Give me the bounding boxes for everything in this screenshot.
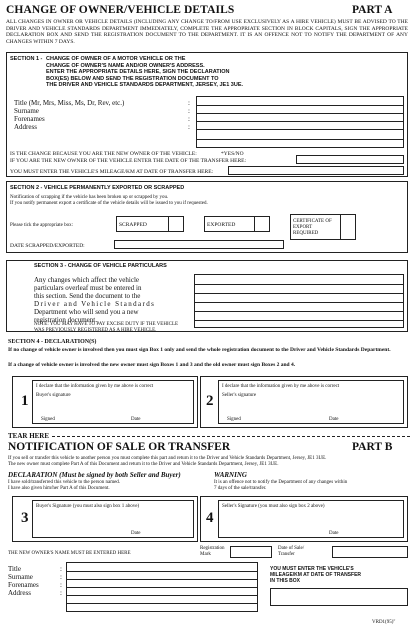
transfer-date-input[interactable] [296,155,404,164]
new-owner-mileage-input[interactable] [270,588,408,606]
part-b-intro-1: If you sell or transfer this vehicle to another person you must complete this part and return it to the Driver and Vehicle Standards Department, Jersey, JE1 3UE. [8,456,327,461]
yes-no-option[interactable]: *YES/NO [221,151,244,157]
new-owner-colons: : : : : [60,565,62,597]
declaration-box-1: 1 [12,376,198,428]
mileage-input[interactable] [228,166,404,175]
part-b-label: PART B [352,441,393,453]
mileage-label: YOU MUST ENTER THE VEHICLE'S MILEAGE/KM AT DATE OF TRANSFER HERE: [10,169,214,175]
part-a-intro: ALL CHANGES IN OWNER OR VEHICLE DETAILS (INCLUDING ANY CHANGE TO/FROM USE EXCLUSIVELY AS A HIRE VEHICLE) MUST BE ADVISED TO THE DRIVER AND VEHICLE STANDARDS DEPARTMENT IMMEDIATELY, COMPLETE THE APPROPRIATE SECTION IN BLOCK CAPITALS, SIGN THE APPROPRIATE DECLARATION BOX AND SEND THE REGISTRATION DOCUMENT TO THE DEPARTMENT. IT IS AN OFFENCE NOT TO NOTIFY THE DEPARTMENT OF ANY CHANGES WITHIN 7 DAYS. [6,19,408,45]
vehicle-particulars-input[interactable] [194,274,404,328]
warning-title: WARNING [214,471,247,479]
part-b-title: NOTIFICATION OF SALE OR TRANSFER [8,441,231,453]
declaration-title: DECLARATION (Must be signed by both Seller and Buyer) [8,471,181,479]
part-a-title: CHANGE OF OWNER/VEHICLE DETAILS [6,4,235,16]
warning-text: It is an offence not to notify the Department of any changes within 7 days of the sale/transfer. [214,480,348,491]
tear-here-label: TEAR HERE [8,432,50,440]
scrapped-checkbox[interactable]: SCRAPPED [116,216,184,232]
declaration-box-3: 3 [12,496,198,542]
date-sale-label: Date of Sale/ Transfer [278,546,305,557]
buyer-signature-field[interactable]: I declare that the information given by me above is correct Buyer's signature Signed Date [32,380,194,424]
section-1-colons: : : : : [188,99,190,131]
seller-signature-box-4[interactable]: Seller's Signature (you must also sign box 2 above) Date [218,500,404,538]
section-2-note-2: If you notify permanent export a certificate of the vehicle details will be issued to you if requested. [10,201,208,206]
owner-details-input[interactable] [196,96,404,148]
date-scrapped-label: DATE SCRAPPED/EXPORTED: [10,243,85,249]
section-3-body: Any changes which affect the vehicle particulars overleaf must be entered in this section. Send the document to the Driver and Vehicle Standards Department who will send you a new registration document. [34,276,156,324]
section-1-instructions: CHANGE OF OWNER OF A MOTOR VEHICLE OR THE CHANGE OF OWNER'S NAME AND/OR OWNER'S ADDRESS. ENTER THE APPROPRIATE DETAILS HERE, SIGN THE DECLARATION BOX(ES) BELOW AND SEND THE REGISTRATION DOCUMENT TO THE DRIVER AND VEHICLE STANDARDS DEPARTMENT, JERSEY, JE1 3UE. [46,56,244,88]
part-a-label: PART A [352,4,393,16]
new-owner-field-labels: Title Surname Forenames Address [8,565,39,597]
section-3-title: SECTION 3 - CHANGE OF VEHICLE PARTICULARS [34,263,167,269]
certificate-checkbox[interactable]: CERTIFICATE OF EXPORT REQUIRED [290,214,356,240]
new-owner-details-input[interactable] [66,562,258,612]
tick-instruction: Please tick the appropriate box: [10,223,74,228]
date-scrapped-input[interactable] [114,240,284,249]
declaration-box-4: 4 [200,496,408,542]
form-code: VRD1(95)" [372,620,396,625]
section-2-title: SECTION 2 - VEHICLE PERMANENTLY EXPORTED OR SCRAPPED [10,185,185,191]
section-1-new-owner-question: IS THE CHANGE BECAUSE YOU ARE THE NEW OWNER OF THE VEHICLE: [10,151,197,157]
seller-signature-field[interactable]: I declare that the information given by me above is correct Seller's signature Signed Date [218,380,404,424]
section-3-note: NOTE: YOU MAY HAVE TO PAY EXCISE DUTY IF THE VEHICLE WAS PREVIOUSLY REGISTERED AS A HIRE VEHICLE. [34,322,179,333]
part-b-intro-2: The new owner must complete Part A of this Document and return it to the Driver and Vehicle Standards Department, Jersey, JE1 3UE. [8,462,279,467]
mileage-instruction: YOU MUST ENTER THE VEHICLE'S MILEAGE/KM AT DATE OF TRANSFER IN THIS BOX [270,566,362,584]
reg-mark-input[interactable] [230,546,272,558]
section-1-field-labels: Title (Mr, Mrs, Miss, Ms, Dr, Rev, etc.) Surname Forenames Address [14,99,125,131]
tear-line [52,436,410,437]
section-2-note-1: Notification of scrapping if the vehicle has been broken up or scrapped by you. [10,195,169,200]
exported-checkbox[interactable]: EXPORTED [204,216,270,232]
declaration-box-2: 2 [200,376,408,428]
buyer-signature-box-3[interactable]: Buyer's Signature (you must also sign box 1 above) Date [32,500,194,538]
section-1-label: SECTION 1 - [10,56,43,62]
section-4-line-2: If a change of vehicle owner is involved the new owner must sign Boxes 1 and 3 and the old owner must sign Boxes 2 and 4. [8,362,296,368]
new-owner-label: THE NEW OWNER'S NAME MUST BE ENTERED HERE [8,551,131,556]
declaration-text: I have sold/transferred this vehicle to the person named. I have also given him/her Part A of this Document. [8,480,121,491]
date-sale-input[interactable] [332,546,408,558]
section-4-title: SECTION 4 - DECLARATION(S) [8,339,97,345]
reg-mark-label: Registration Mark [200,546,225,557]
transfer-date-label: IF YOU ARE THE NEW OWNER OF THE VEHICLE ENTER THE DATE OF THE TRANSFER HERE: [10,158,247,164]
section-4-line-1: If no change of vehicle owner is involved then you must sign Box 1 only and send the whole registration document to the Driver and Vehicle Standards Department. [8,347,391,353]
